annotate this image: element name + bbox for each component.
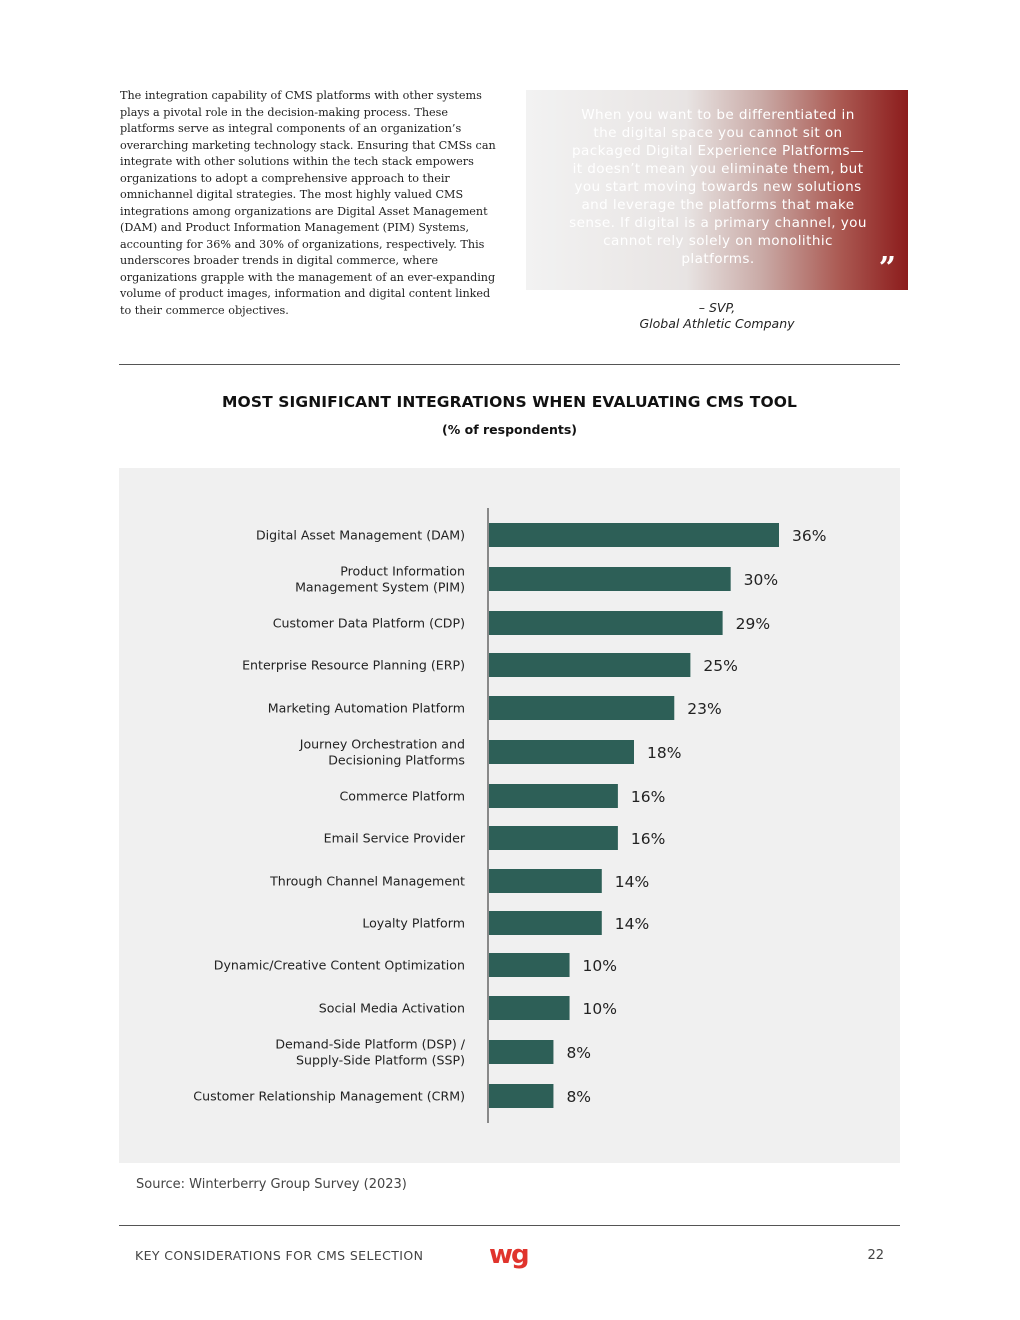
bar-value-label: 18% xyxy=(647,744,682,762)
bar xyxy=(489,611,723,635)
bar-value-label: 16% xyxy=(630,788,666,806)
category-label: Customer Relationship Management (CRM) xyxy=(193,1088,465,1104)
bar xyxy=(489,740,634,764)
category-label: Dynamic/Creative Content Optimization xyxy=(213,957,465,973)
category-label: Loyalty Platform xyxy=(362,915,465,931)
bar xyxy=(489,567,731,591)
category-label: Social Media Activation xyxy=(318,1000,465,1016)
category-label: Decisioning Platforms xyxy=(328,752,465,768)
chart-subtitle: (% of respondents) xyxy=(442,422,577,437)
bar-value-label: 10% xyxy=(582,957,618,975)
attribution-company: Global Athletic Company xyxy=(639,316,795,331)
category-label: Email Service Provider xyxy=(323,830,465,846)
category-label: Marketing Automation Platform xyxy=(267,700,465,716)
bar-value-label: 30% xyxy=(743,571,779,589)
bar-value-label: 14% xyxy=(614,873,650,891)
bar xyxy=(489,826,618,850)
bar-value-label: 36% xyxy=(792,527,827,545)
bar xyxy=(489,953,570,977)
bar xyxy=(489,784,618,808)
bar-value-label: 16% xyxy=(630,830,666,848)
category-label: Enterprise Resource Planning (ERP) xyxy=(242,657,465,673)
bar-value-label: 14% xyxy=(614,915,650,933)
chart-panel xyxy=(119,468,900,1163)
category-label: Digital Asset Management (DAM) xyxy=(255,527,465,543)
logo-text: wg xyxy=(489,1240,528,1270)
bar-value-label: 8% xyxy=(566,1088,592,1106)
bar xyxy=(489,911,602,935)
bar xyxy=(489,1084,553,1108)
quote-text: When you want to be differentiated in the digital space you cannot sit on packaged Digital Experience Platforms— it doesn’t mean you eliminate them, but you start moving towards new solutions and leverage the platforms that make sense. If digital is a primary channel, you cannot rely solely on monolithic platforms. xyxy=(569,107,867,267)
bar-value-label: 10% xyxy=(582,1000,618,1018)
category-label: Demand-Side Platform (DSP) / xyxy=(275,1036,465,1052)
source-note: Source: Winterberry Group Survey (2023) xyxy=(136,1177,407,1192)
bar xyxy=(489,869,602,893)
category-label: Commerce Platform xyxy=(339,788,465,804)
bar-value-label: 29% xyxy=(735,615,771,633)
bar xyxy=(489,696,674,720)
bar-value-label: 23% xyxy=(687,700,722,718)
chart-title: MOST SIGNIFICANT INTEGRATIONS WHEN EVALUATING CMS TOOL xyxy=(222,393,797,411)
page-number: 22 xyxy=(867,1248,884,1263)
wg-logo-icon xyxy=(488,1238,532,1280)
category-label: Journey Orchestration and xyxy=(299,736,465,752)
bar xyxy=(489,653,690,677)
category-label: Customer Data Platform (CDP) xyxy=(272,615,465,631)
quote-attribution xyxy=(560,300,874,332)
attribution-role: – SVP, xyxy=(698,300,736,315)
category-label: Management System (PIM) xyxy=(295,579,465,595)
bar-chart xyxy=(119,468,900,1163)
footer-divider xyxy=(119,1225,900,1226)
bar-value-label: 8% xyxy=(566,1044,592,1062)
quote-box xyxy=(526,90,908,290)
top-divider xyxy=(119,364,900,365)
bar xyxy=(489,996,570,1020)
category-label: Supply-Side Platform (SSP) xyxy=(295,1052,465,1068)
bar-value-label: 25% xyxy=(703,657,738,675)
category-label: Product Information xyxy=(340,563,465,579)
category-label: Through Channel Management xyxy=(270,873,465,889)
closing-quote-icon: ” xyxy=(878,251,896,286)
intro-paragraph: The integration capability of CMS platforms with other systems plays a pivotal role in the decision-making process. These platforms serve as integral components of an organization’s overarching marketing technology stack. Ensuring that CMSs can integrate with other solutions within the tech stack empowers organizations to adopt a comprehensive approach to their omnichannel digital strategies. The most highly valued CMS integrations among organizations are Digital Asset Management (DAM) and Product Information Management (PIM) Systems, accounting for 36% and 30% of organizations, respectively. This underscores broader trends in digital commerce, where organizations grapple with the management of an ever-expanding volume of product images, information and digital content linked to their commerce objectives. xyxy=(120,89,496,317)
bar xyxy=(489,1040,553,1064)
footer-title: KEY CONSIDERATIONS FOR CMS SELECTION xyxy=(135,1248,424,1263)
bar xyxy=(489,523,779,547)
